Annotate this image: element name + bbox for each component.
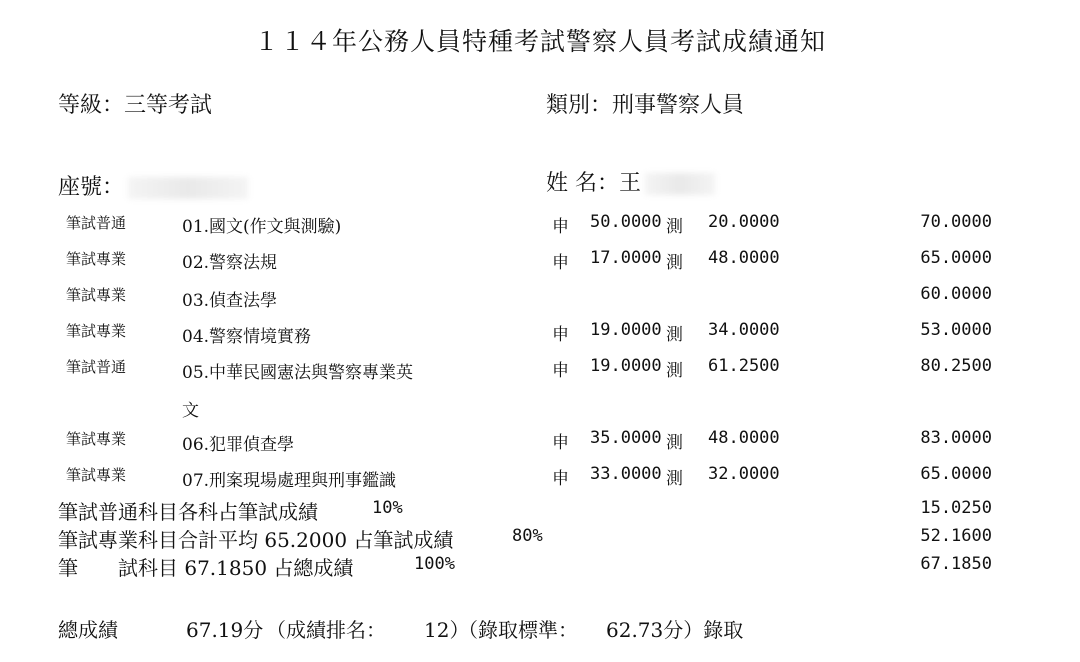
subject-type: 筆試專業 <box>66 250 127 268</box>
redacted-seat-number <box>128 177 248 199</box>
page-title: １１４年公務人員特種考試警察人員考試成績通知 <box>253 27 826 56</box>
subject-total: 80.2500 <box>920 356 992 376</box>
grade-field <box>58 88 212 119</box>
test-label: 測 <box>666 217 683 237</box>
subject-flag: 申 <box>552 469 569 489</box>
category-value: 刑事警察人員 <box>612 93 745 118</box>
essay-score: 35.0000 <box>590 428 662 448</box>
subject-name: 07.刑案現場處理與刑事鑑識 <box>182 471 397 491</box>
subject-name: 03.偵查法學 <box>182 291 278 311</box>
subject-name: 02.警察法規 <box>182 253 278 273</box>
test-score: 48.0000 <box>708 428 780 448</box>
grade-label: 等級： <box>58 93 125 118</box>
category-field <box>546 88 744 119</box>
essay-score: 19.0000 <box>590 320 662 340</box>
summary-text: 筆試專業科目合計平均 65.2000 占筆試成績 <box>58 528 454 552</box>
subject-flag: 申 <box>552 217 569 237</box>
essay-score: 33.0000 <box>590 464 662 484</box>
subject-total: 53.0000 <box>920 320 992 340</box>
test-score: 32.0000 <box>708 464 780 484</box>
essay-score: 17.0000 <box>590 248 662 268</box>
essay-score: 50.0000 <box>590 212 662 232</box>
name-field <box>546 166 715 197</box>
summary-text: 筆 試科目 67.1850 占總成績 <box>58 556 354 580</box>
summary-text: 筆試普通科目各科占筆試成績 <box>58 500 318 524</box>
rank-label: （成績排名： <box>266 618 386 642</box>
final-label: 總成績 <box>58 618 118 642</box>
subject-flag: 申 <box>552 325 569 345</box>
rank-value: 12） <box>424 618 470 642</box>
subject-type: 筆試專業 <box>66 466 127 484</box>
subject-name-continuation: 文 <box>182 401 199 421</box>
name-label: 姓 名： <box>546 171 619 196</box>
redacted-name <box>645 173 715 195</box>
summary-value: 67.1850 <box>920 554 992 574</box>
subject-total: 83.0000 <box>920 428 992 448</box>
standard-value: 62.73分）錄取 <box>606 618 744 642</box>
test-label: 測 <box>666 469 683 489</box>
subject-total: 60.0000 <box>920 284 992 304</box>
essay-score: 19.0000 <box>590 356 662 376</box>
summary-percent: 80% <box>512 526 543 546</box>
test-score: 20.0000 <box>708 212 780 232</box>
test-score: 34.0000 <box>708 320 780 340</box>
test-label: 測 <box>666 433 683 453</box>
summary-percent: 100% <box>414 554 455 574</box>
category-label: 類別： <box>546 93 613 118</box>
test-score: 48.0000 <box>708 248 780 268</box>
test-score: 61.2500 <box>708 356 780 376</box>
test-label: 測 <box>666 253 683 273</box>
subject-name: 01.國文(作文與測驗) <box>182 217 342 237</box>
name-value: 王 <box>619 171 642 196</box>
test-label: 測 <box>666 325 683 345</box>
subject-flag: 申 <box>552 361 569 381</box>
subject-type: 筆試專業 <box>66 430 127 448</box>
subject-type: 筆試專業 <box>66 286 127 304</box>
subject-total: 70.0000 <box>920 212 992 232</box>
subject-total: 65.0000 <box>920 248 992 268</box>
summary-value: 15.0250 <box>920 498 992 518</box>
seat-label: 座號： <box>58 175 125 200</box>
subject-type: 筆試專業 <box>66 322 127 340</box>
subject-flag: 申 <box>552 433 569 453</box>
subject-name: 04.警察情境實務 <box>182 327 312 347</box>
summary-percent: 10% <box>372 498 403 518</box>
subject-type: 筆試普通 <box>66 358 127 376</box>
test-label: 測 <box>666 361 683 381</box>
subject-name: 05.中華民國憲法與警察專業英 <box>182 363 414 383</box>
seat-field <box>58 170 248 201</box>
subject-type: 筆試普通 <box>66 214 127 232</box>
standard-label: （錄取標準： <box>458 618 578 642</box>
subject-name: 06.犯罪偵查學 <box>182 435 295 455</box>
subject-total: 65.0000 <box>920 464 992 484</box>
grade-value: 三等考試 <box>124 93 213 118</box>
final-score: 67.19分 <box>186 618 264 642</box>
subject-flag: 申 <box>552 253 569 273</box>
summary-value: 52.1600 <box>920 526 992 546</box>
